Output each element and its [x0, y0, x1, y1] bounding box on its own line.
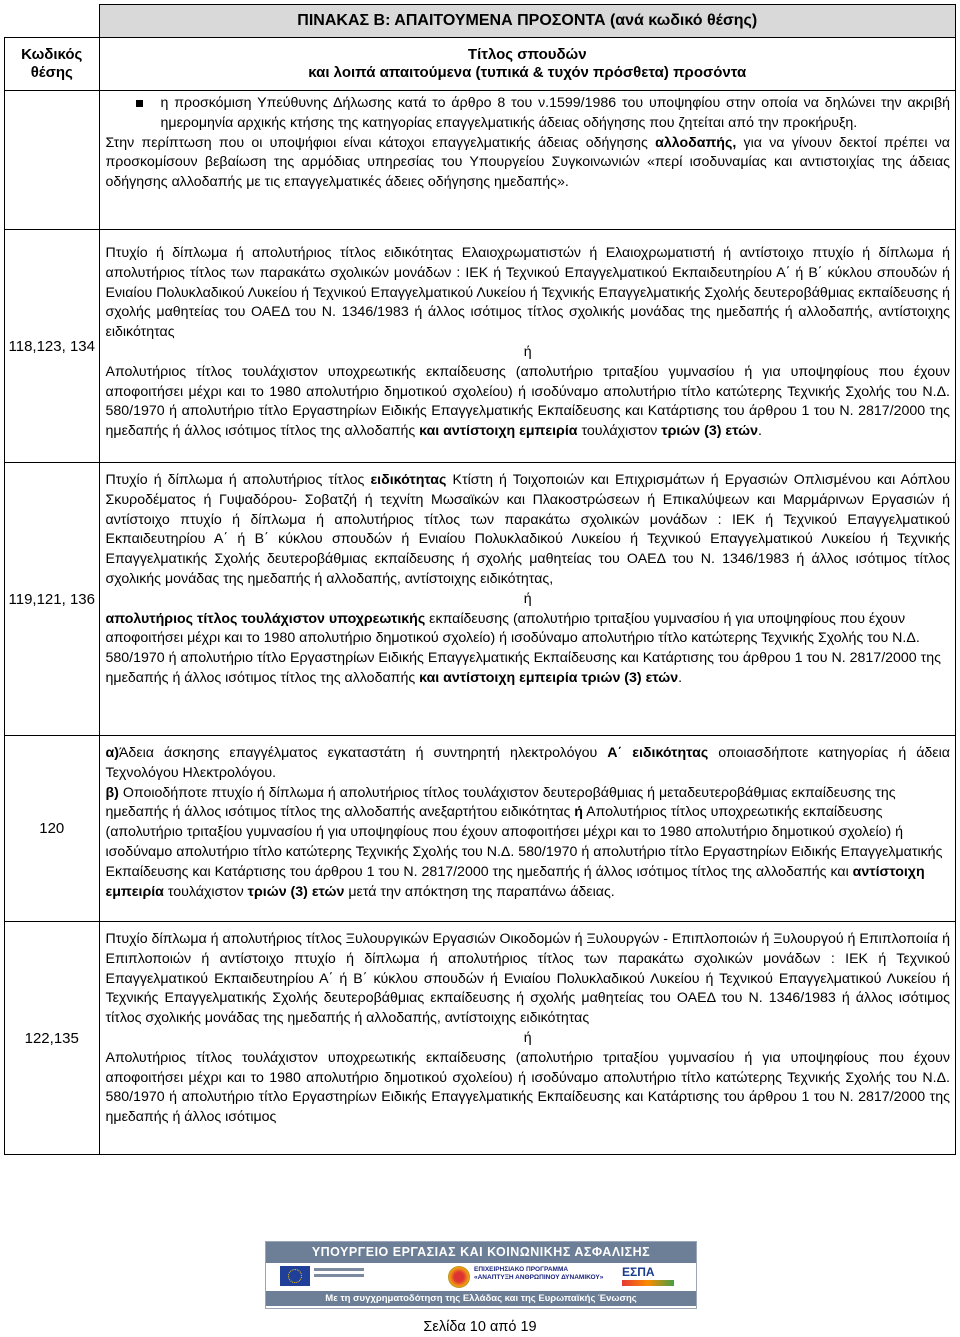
text: οποιασδήποτε κατηγορίας ή άδεια Τεχνολόγου Ηλεκτρολόγου.	[105, 745, 950, 781]
position-code: 122,135	[5, 922, 100, 1155]
paragraph: Απολυτήριος τίτλος τουλάχιστον υποχρεωτικής εκπαίδευσης (απολυτήριο τριταξίου γυμνασίου ή για υποψηφίους που έχουν αποφοιτήσει μέχρι και το 1980 απολυτήριο δημοτικού σχολείου) ή ισοδύναμο απολυτήριο τίτλο κατώτερης Τεχνικής Σχολής του Ν.Δ. 580/1970 ή απολυτήριο τίτλο Εργαστηρίων Ειδικής Επαγγελματικής Εκπαίδευσης και Κατάρτισης του άρθρου 1 του Ν. 2817/2000 της ημεδαπής ή άλλος ισότιμος	[105, 1049, 950, 1126]
bold-text: τριών (3) ετών	[247, 883, 345, 900]
table-row	[5, 230, 956, 463]
text: για να γίνουν δεκτοί πρέπει να προσκομίσουν βεβαίωση της αρμόδιας υπηρεσίας του Υπουργείου Συγκοινωνιών «περί ισοδυναμίας και αντιστοιχίας της άδειας οδήγησης αλλοδαπής με τις επαγγελματικές άδειες οδήγησης ημεδαπής».	[105, 134, 950, 191]
program-name	[474, 1266, 603, 1282]
text: Στην περίπτωση που οι υποψήφιοι είναι κάτοχοι επαγγελματικής άδειας οδήγησης	[105, 134, 656, 151]
position-code	[5, 91, 100, 230]
text: τουλάχιστον	[163, 883, 248, 900]
text: Άδεια άσκησης επαγγέλματος εγκαταστάτη ή συντηρητή ηλεκτρολόγου	[118, 745, 608, 761]
bold-text: ή	[574, 804, 583, 821]
header-qualifications-line1: Τίτλος σπουδών	[467, 46, 587, 63]
table-row	[5, 91, 956, 230]
header-qualifications-line2: και λοιπά απαιτούμενα (τυπικά & τυχόν πρόσθετα) προσόντα	[308, 64, 747, 81]
text: εκπαίδευσης (απολυτήριο τριταξίου γυμνασίου ή για υποψηφίους που έχουν αποφοιτήσει μέχρι και το 1980 απολυτήριο δημοτικού σχολείο) ή ισοδύναμο απολυτήριο τίτλο κατώτερης Τεχνικής Σχολής του Ν.Δ. 580/1970 ή απολυτήριο τίτλο Εργαστηρίων Ειδικής Επαγγελματικής Εκπαίδευσης και Κατάρτισης του άρθρου 1 του Ν. 2817/2000 της ημεδαπής ή άλλος ισότιμος τίτλος της αλλοδαπής	[105, 610, 941, 686]
ministry-name: ΥΠΟΥΡΓΕΙΟ ΕΡΓΑΣΙΑΣ ΚΑΙ ΚΟΙΝΩΝΙΚΗΣ ΑΣΦΑΛΙΣΗΣ	[266, 1242, 696, 1263]
text: Απολυτήριος τίτλος υποχρεωτικής εκπαίδευσης (απολυτήριο τριταξίου γυμνασίου ή για υποψηφίους που έχουν αποφοιτήσει μέχρι και το 1980 απολυτήριο δημοτικού σχολείο) ή ισοδύναμο απολυτήριο τίτλο κατώτερης Τεχνικής Σχολής του Ν.Δ. 580/1970 ή απολυτήριο τίτλο Εργαστηρίων Ειδικής Επαγγελματικής Εκπαίδευσης και Κατάρτισης του άρθρου 1 του Ν. 2817/2000 της ημεδαπής ή άλλος ισότιμος τίτλος της αλλοδαπής και	[105, 804, 943, 880]
or-separator: ή	[523, 343, 532, 360]
bold-text: ειδικότητας	[370, 472, 447, 488]
bullet-square-icon	[136, 100, 143, 107]
bold-text: α)	[105, 745, 119, 761]
header-qualifications	[99, 38, 956, 91]
text: .	[757, 423, 762, 440]
bold-text: Α΄ ειδικότητας	[607, 745, 709, 761]
paragraph	[106, 471, 951, 590]
position-code: 120	[5, 736, 100, 922]
qualification-text	[99, 91, 956, 230]
text: Απολυτήριος τίτλος τουλάχιστον υποχρεωτικής εκπαίδευσης (απολυτήριο τριταξίου γυμνασίου ή για υποψηφίους που έχουν αποφοιτήσει μέχρι και το 1980 απολυτήριο δημοτικού σχολείου) ή ισοδύναμο απολυτήριο τίτλο κατώτερης Τεχνικής Σχολής του Ν.Δ. 580/1970 ή απολυτήριο τίτλο Εργαστηρίων Ειδικής Επαγγελματικής Εκπαίδευσης και Κατάρτισης του άρθρου 1 του Ν. 2817/2000 της ημεδαπής ή άλλος ισότιμος τίτλος της αλλοδαπής	[105, 363, 950, 440]
paragraph	[106, 610, 951, 689]
bold-text: β)	[105, 784, 119, 801]
bold-text: απολυτήριος τίτλος τουλάχιστον υποχρεωτικής	[105, 610, 426, 627]
program-name-line2: «ΑΝΑΠΤΥΞΗ ΑΝΘΡΩΠΙΝΟΥ ΔΥΝΑΜΙΚΟΥ»	[474, 1274, 604, 1281]
eu-caption-icon	[314, 1268, 364, 1284]
qualification-text	[99, 922, 956, 1155]
eu-flag-icon	[280, 1266, 310, 1286]
or-separator: ή	[523, 1029, 532, 1046]
position-code: 119,121, 136	[5, 463, 100, 736]
bold-text: και αντίστοιχη εμπειρία τριών (3) ετών	[419, 669, 679, 686]
text: Πτυχίο ή δίπλωμα ή απολυτήριος τίτλος	[105, 472, 371, 488]
bullet-text: η προσκόμιση Υπεύθυνης Δήλωσης κατά το άρθρο 8 του ν.1599/1986 του υποψηφίου στην οποία να δηλώνει την ακριβή ημερομηνία αρχικής κτήσης της κατηγορίας επαγγελματικής άδειας οδήγησης που ζητείται από την προκήρυξη.	[160, 95, 950, 131]
bold-text: αλλοδαπής,	[655, 134, 737, 151]
paragraph	[106, 744, 951, 784]
logo-strip	[266, 1263, 696, 1291]
table-row	[5, 736, 956, 922]
page-number: Σελίδα 10 από 19	[423, 1319, 537, 1335]
paragraph: Πτυχίο δίπλωμα ή απολυτήριος τίτλος Ξυλουργικών Εργασιών Οικοδομών ή Ξυλουργών - Επιπλοποιών ή Ξυλουργού ή Επιπλοποιία ή Επιπλοποιών ή αντίστοιχο πτυχίο ή δίπλωμα ή απολυτήριος τίτλος των παρακάτω σχολικών μονάδων : ΙΕΚ ή Τεχνικού Επαγγελματικού Εκπαιδευτηρίου Α΄ ή Β΄ κύκλου σπουδών ή Ενιαίου Πολυκλαδικού Λυκείου ή Τεχνικού Επαγγελματικού Λυκείου ή Τεχνικής Επαγγελματικής Σχολής δευτεροβάθμιας εκπαίδευσης ή σχολής μαθητείας του ΟΑΕΔ του Ν. 1346/1983 ή άλλος ισότιμος τίτλος σχολικής μονάδας της ημεδαπής ή αλλοδαπής, αντίστοιχης ειδικότητας	[105, 931, 950, 1027]
text: τουλάχιστον	[577, 423, 662, 440]
paragraph	[106, 134, 951, 193]
qualification-text	[99, 463, 956, 736]
paragraph	[106, 784, 951, 903]
text: Κτίστη ή Τοιχοποιών και Επιχρισμάτων ή Εργασιών Οπλισμένου και Αόπλου Σκυροδέματος ή Γυψαδόρου- Σοβατζή ή τεχνίτη Μωσαϊκών και Πλακοστρώσεων ή Επικαλύψεων και Μαρμάρινων Εργασιών ή αντίστοιχο πτυχίο ή δίπλωμα ή απολυτήριος τίτλος των παρακάτω σχολικών μονάδων : ΙΕΚ ή Τεχνικού Επαγγελματικού Εκπαιδευτηρίου Α΄ ή Β΄ κύκλου σπουδών ή Ενιαίου Πολυκλαδικού Λυκείου ή Τεχνικού Επαγγελματικού Λυκείου ή Τεχνικής Επαγγελματικής Σχολής δευτεροβάθμιας εκπαίδευσης ή σχολής μαθητείας του ΟΑΕΔ του Ν. 1346/1983 ή άλλος ισότιμος τίτλος σχολικής μονάδας της ημεδαπής ή αλλοδαπής, αντίστοιχης ειδικότητας,	[105, 472, 950, 587]
paragraph: Πτυχίο ή δίπλωμα ή απολυτήριος τίτλος ειδικότητας Ελαιοχρωματιστών ή Ελαιοχρωματιστή ή αντίστοιχο πτυχίο ή δίπλωμα ή απολυτήριος τίτλος των παρακάτω σχολικών μονάδων : ΙΕΚ ή Τεχνικού Επαγγελματικού Εκπαιδευτηρίου Α΄ ή Β΄ κύκλου σπουδών ή Ενιαίου Πολυκλαδικού Λυκείου ή Τεχνικού Επαγγελματικού Λυκείου ή Τεχνικής Επαγγελματικής Σχολής δευτεροβάθμιας εκπαίδευσης ή σχολής μαθητείας του ΟΑΕΔ του Ν. 1346/1983 ή άλλος ισότιμος τίτλος σχολικής μονάδας της ημεδαπής ή αλλοδαπής, αντίστοιχης ειδικότητας	[105, 245, 950, 341]
qualification-text	[99, 736, 956, 922]
text: μετά την απόκτηση της παραπάνω άδειας.	[344, 883, 615, 900]
espa-logo-text: ΕΣΠΑ	[622, 1265, 655, 1279]
bold-text: και αντίστοιχη εμπειρία	[419, 423, 578, 440]
text: .	[678, 669, 683, 686]
header-code: Κωδικός θέσης	[5, 38, 100, 91]
espa-logo	[622, 1265, 682, 1289]
text: Οποιοδήποτε πτυχίο ή δίπλωμα ή απολυτήριος τίτλος τουλάχιστον δευτεροβάθμιας ή μεταδευτεροβάθμιας εκπαίδευσης της ημεδαπής ή άλλος ισότιμος τίτλος της αλλοδαπής ανεξαρτήτου ειδικότητας	[105, 784, 896, 821]
table-row	[5, 463, 956, 736]
program-logo-icon	[448, 1266, 470, 1288]
qualifications-table	[4, 4, 956, 1155]
bold-text: αντίστοιχη εμπειρία	[105, 863, 925, 900]
cofunding-caption: Με τη συγχρηματοδότηση της Ελλάδας και της Ευρωπαϊκής Ένωσης	[266, 1291, 696, 1306]
paragraph	[106, 363, 951, 442]
bullet-item	[106, 94, 951, 134]
espa-color-bar-icon	[622, 1280, 674, 1286]
bold-text: τριών (3) ετών	[661, 423, 758, 440]
table-row	[5, 922, 956, 1155]
program-name-line1: ΕΠΙΧΕΙΡΗΣΙΑΚΟ ΠΡΟΓΡΑΜΜΑ	[474, 1266, 569, 1273]
qualification-text	[99, 230, 956, 463]
table-title: ΠΙΝΑΚΑΣ Β: ΑΠΑΙΤΟΥΜΕΝΑ ΠΡΟΣΟΝΤΑ (ανά κωδικό θέσης)	[99, 5, 956, 38]
or-separator: ή	[523, 590, 532, 607]
title-spacer-cell	[5, 5, 100, 38]
ministry-logo-banner	[265, 1241, 697, 1309]
position-code: 118,123, 134	[5, 230, 100, 463]
